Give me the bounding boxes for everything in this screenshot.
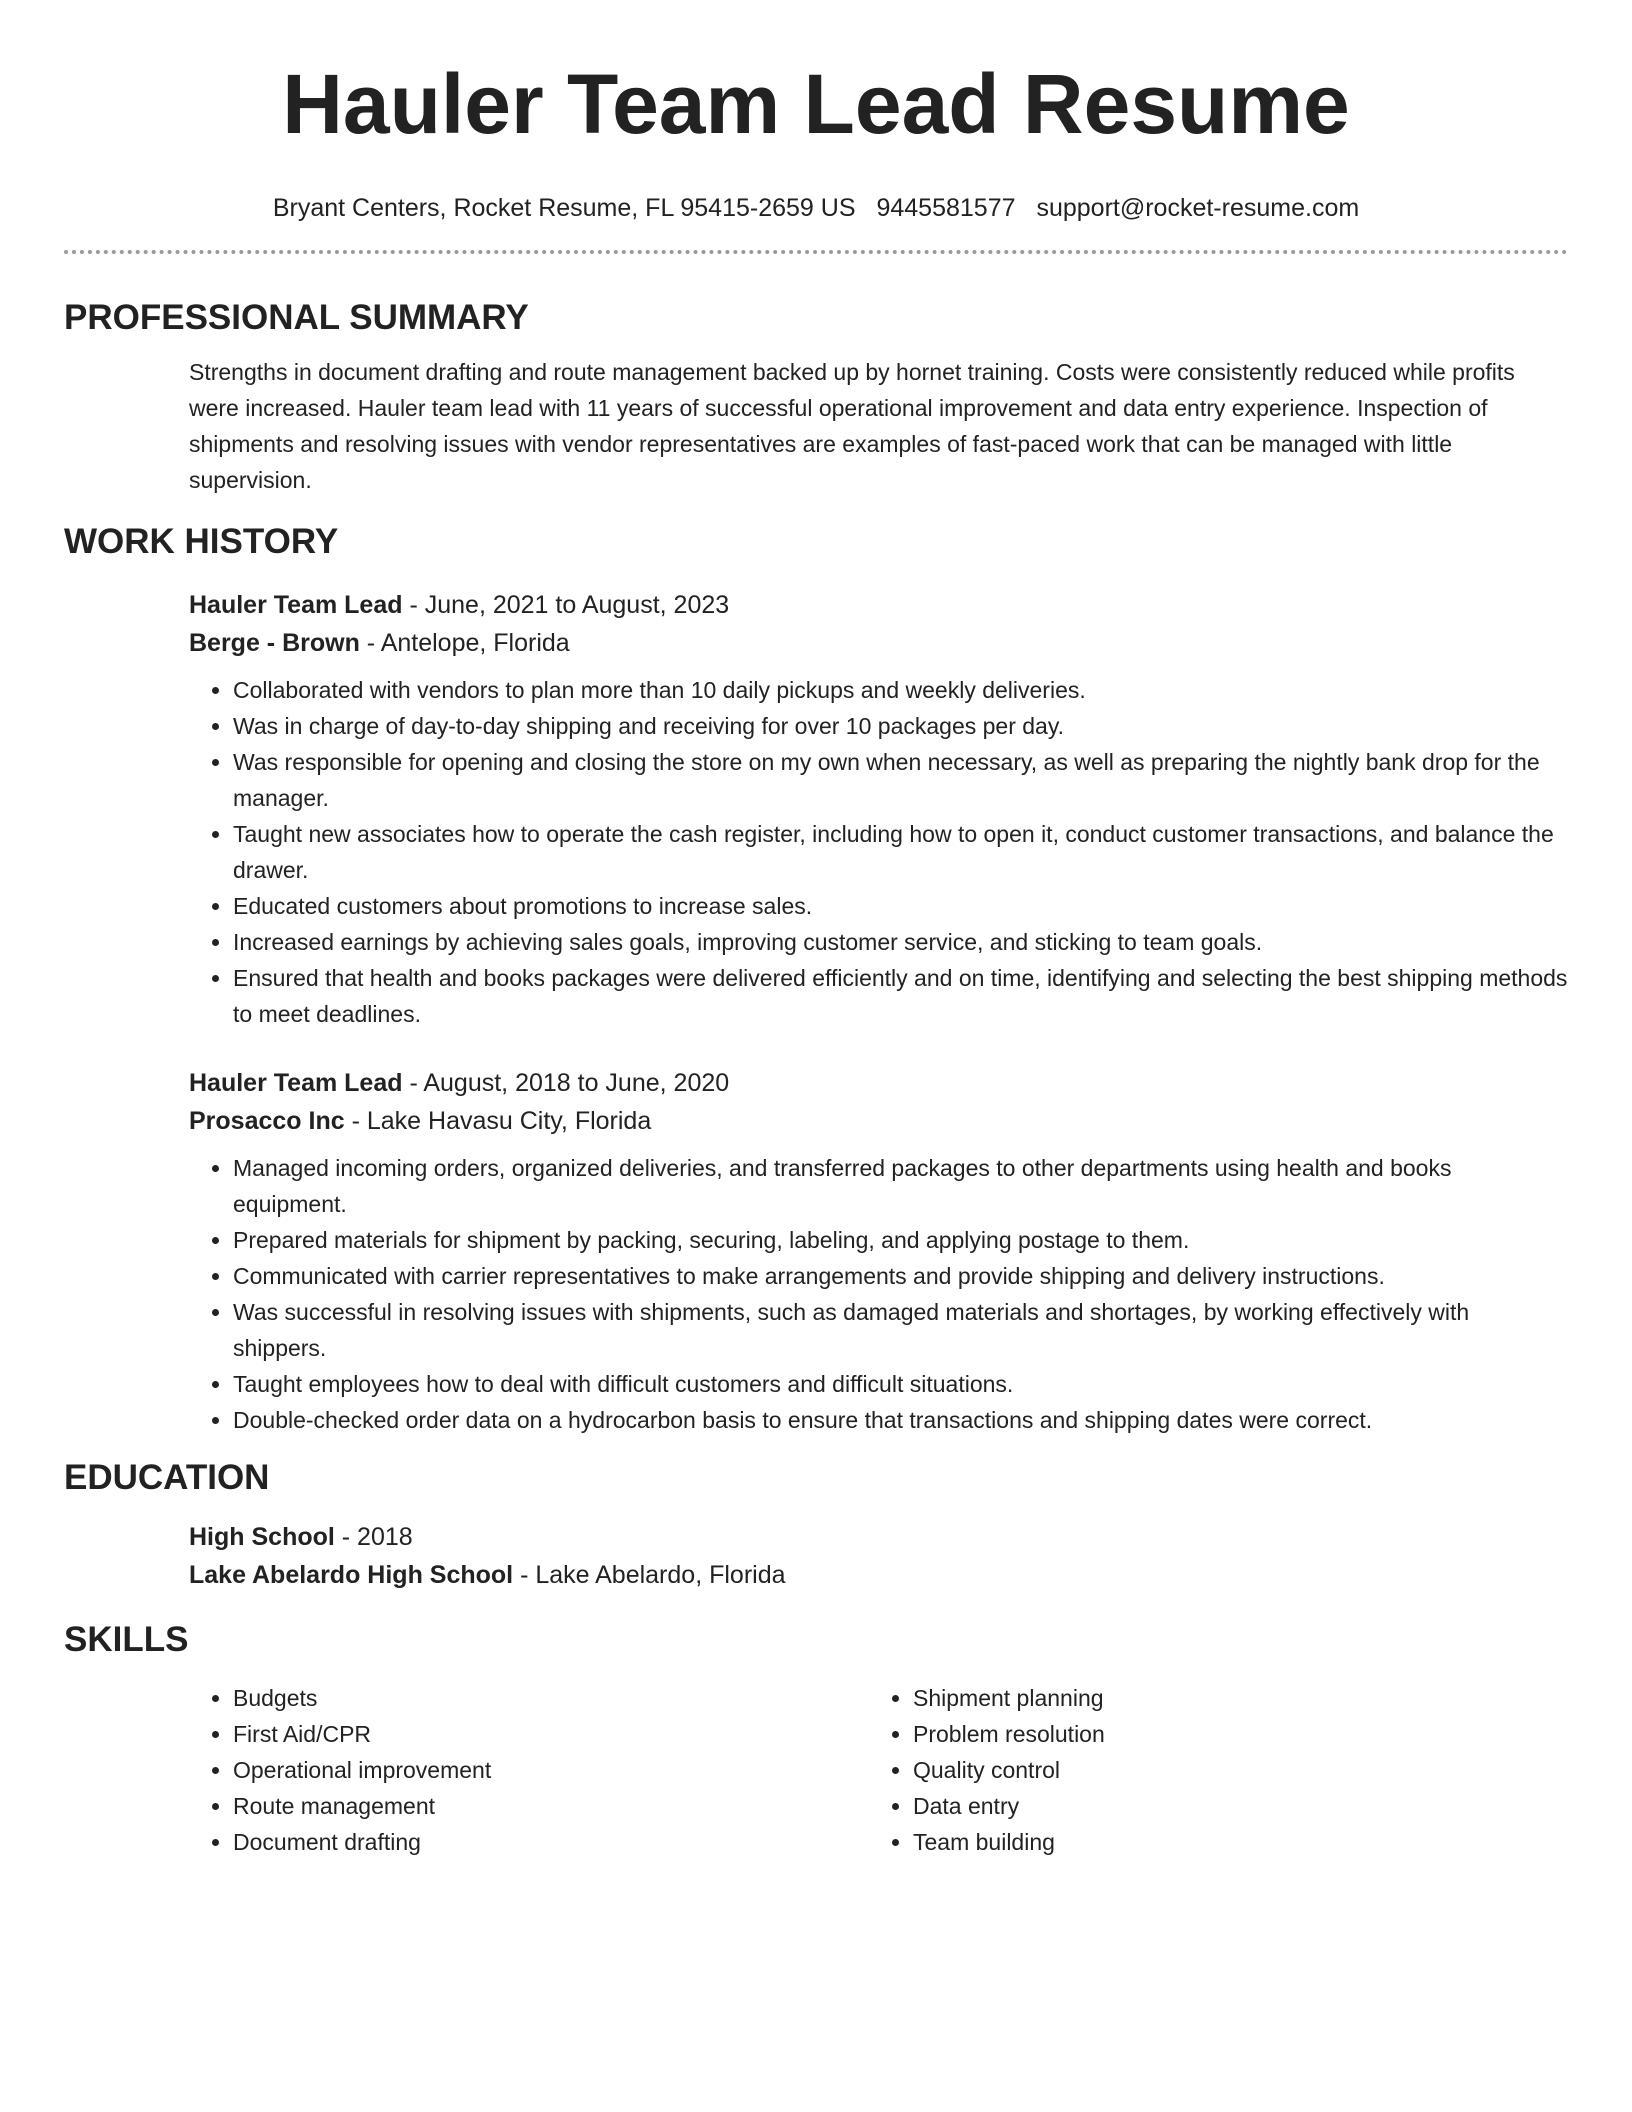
skill-item: • Route management bbox=[233, 1788, 869, 1824]
job-bullet: • Educated customers about promotions to increase sales. bbox=[233, 888, 1568, 924]
skills-section bbox=[64, 1680, 1568, 1860]
skill-item: • Shipment planning bbox=[913, 1680, 1549, 1716]
job-bullet: • Taught employees how to deal with difficult customers and difficult situations. bbox=[233, 1366, 1568, 1402]
skill-item: • Document drafting bbox=[233, 1824, 869, 1860]
job-bullet: • Was in charge of day-to-day shipping and receiving for over 10 packages per day. bbox=[233, 708, 1568, 744]
work-history-heading: WORK HISTORY bbox=[64, 522, 339, 561]
contact-address: Bryant Centers, Rocket Resume, FL 95415-2659 US bbox=[272, 194, 856, 222]
job-title-line bbox=[189, 586, 1568, 624]
job-role: Hauler Team Lead bbox=[189, 591, 403, 619]
skill-item: • Team building bbox=[913, 1824, 1549, 1860]
job-bullets bbox=[189, 1150, 1568, 1438]
job-company-line bbox=[189, 1102, 1568, 1140]
job-entry bbox=[189, 1064, 1568, 1438]
skills-column-left bbox=[189, 1680, 869, 1860]
resume-title: Hauler Team Lead Resume bbox=[282, 57, 1350, 151]
job-company: Prosacco Inc bbox=[189, 1107, 345, 1135]
skill-item: • Budgets bbox=[233, 1680, 869, 1716]
job-bullets bbox=[189, 672, 1568, 1032]
skills-list bbox=[869, 1680, 1549, 1860]
contact-phone: 9445581577 bbox=[876, 194, 1016, 222]
skill-item: • Problem resolution bbox=[913, 1716, 1549, 1752]
skill-item: • Quality control bbox=[913, 1752, 1549, 1788]
job-location: - Antelope, Florida bbox=[359, 629, 570, 657]
education-section bbox=[64, 1518, 1568, 1594]
education-school: Lake Abelardo High School bbox=[189, 1561, 514, 1589]
job-bullet: • Prepared materials for shipment by packing, securing, labeling, and applying postage to them. bbox=[233, 1222, 1568, 1258]
job-company: Berge - Brown bbox=[189, 629, 360, 657]
education-year: - 2018 bbox=[334, 1523, 413, 1551]
job-bullet: • Ensured that health and books packages were delivered efficiently and on time, identifying and selecting the best shipping methods to meet deadlines. bbox=[233, 960, 1568, 1032]
job-bullet: • Communicated with carrier representatives to make arrangements and provide shipping and delivery instructions. bbox=[233, 1258, 1568, 1294]
job-dates: - August, 2018 to June, 2020 bbox=[402, 1069, 730, 1097]
summary-heading: PROFESSIONAL SUMMARY bbox=[64, 298, 529, 337]
skill-item: • Data entry bbox=[913, 1788, 1549, 1824]
header-divider bbox=[64, 250, 1568, 254]
education-heading: EDUCATION bbox=[64, 1458, 270, 1497]
skills-heading: SKILLS bbox=[64, 1620, 189, 1659]
job-title-line bbox=[189, 1064, 1568, 1102]
skill-item: • First Aid/CPR bbox=[233, 1716, 869, 1752]
job-company-line bbox=[189, 624, 1568, 662]
work-history-section bbox=[64, 586, 1568, 1438]
education-degree-line bbox=[189, 1518, 1568, 1556]
summary-text: Strengths in document drafting and route management backed up by hornet training. Costs were consistently reduced while profits were increased. Hauler team lead with 11 years of successful operational improvement and data entry experience. Inspection of shipments and resolving issues with vendor representatives are examples of fast-paced work that can be managed with little supervision. bbox=[189, 359, 1515, 493]
skill-item: • Operational improvement bbox=[233, 1752, 869, 1788]
job-bullet: • Managed incoming orders, organized deliveries, and transferred packages to other departments using health and books equipment. bbox=[233, 1150, 1568, 1222]
job-bullet: • Taught new associates how to operate the cash register, including how to open it, conduct customer transactions, and balance the drawer. bbox=[233, 816, 1568, 888]
job-bullet: • Increased earnings by achieving sales goals, improving customer service, and sticking to team goals. bbox=[233, 924, 1568, 960]
job-bullet: • Double-checked order data on a hydrocarbon basis to ensure that transactions and shipping dates were correct. bbox=[233, 1402, 1568, 1438]
contact-line bbox=[64, 192, 1568, 224]
job-location: - Lake Havasu City, Florida bbox=[344, 1107, 652, 1135]
skills-list bbox=[189, 1680, 869, 1860]
education-school-line bbox=[189, 1556, 1568, 1594]
summary-section bbox=[64, 354, 1568, 498]
job-bullet: • Collaborated with vendors to plan more than 10 daily pickups and weekly deliveries. bbox=[233, 672, 1568, 708]
skills-column-right bbox=[869, 1680, 1549, 1860]
contact-email: support@rocket-resume.com bbox=[1036, 194, 1360, 222]
education-degree: High School bbox=[189, 1523, 335, 1551]
job-role: Hauler Team Lead bbox=[189, 1069, 403, 1097]
job-dates: - June, 2021 to August, 2023 bbox=[402, 591, 730, 619]
education-location: - Lake Abelardo, Florida bbox=[513, 1561, 786, 1589]
job-entry bbox=[189, 586, 1568, 1032]
job-bullet: • Was successful in resolving issues with shipments, such as damaged materials and shortages, by working effectively with shippers. bbox=[233, 1294, 1568, 1366]
job-bullet: • Was responsible for opening and closing the store on my own when necessary, as well as preparing the nightly bank drop for the manager. bbox=[233, 744, 1568, 816]
